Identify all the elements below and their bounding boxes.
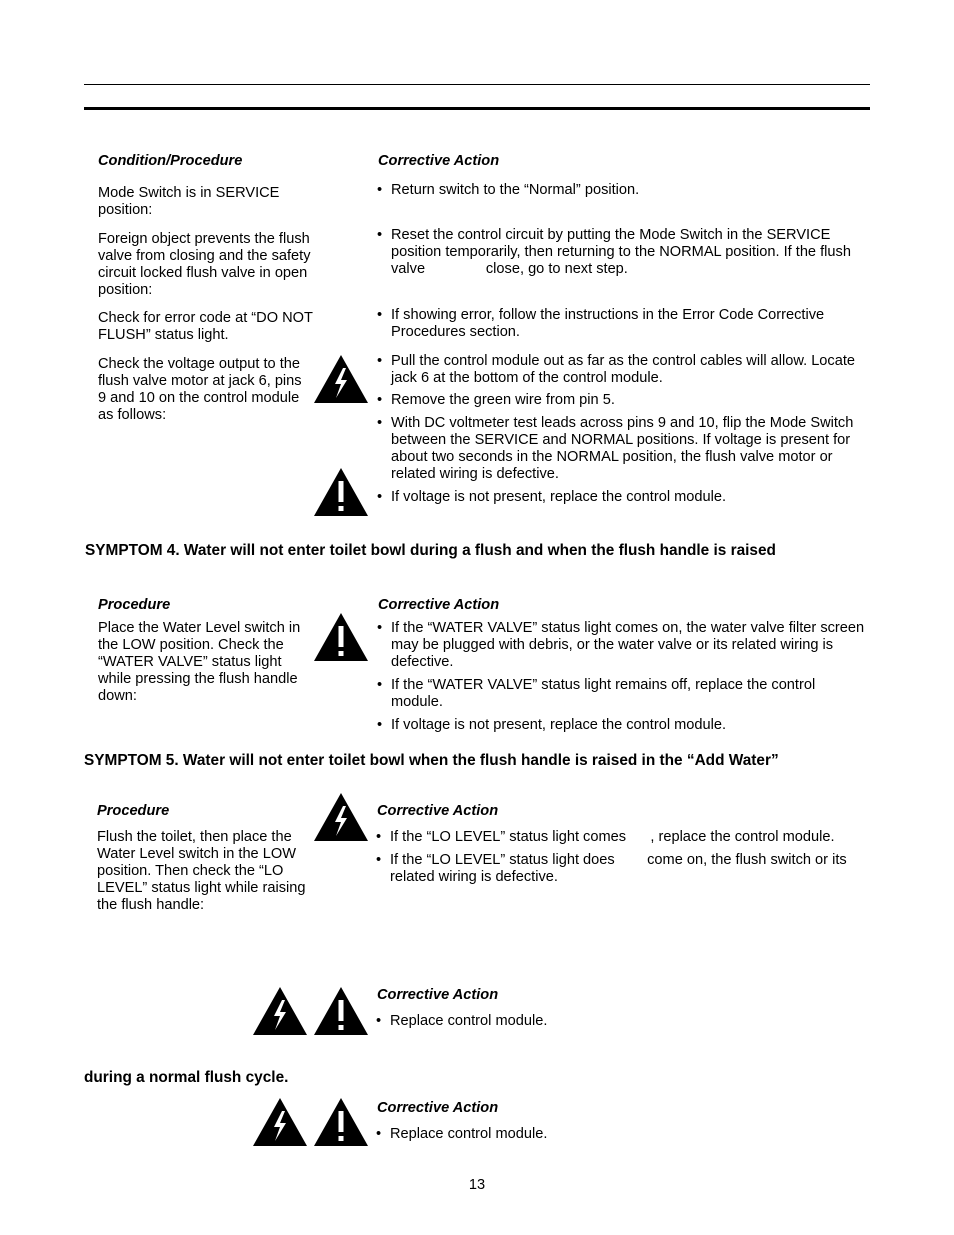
procedure-heading: Procedure (97, 803, 170, 819)
procedure-text: Place the Water Level switch in the LOW position. Check the “WATER VALVE” status light while pressing the flush handle down: (98, 620, 301, 704)
action-item: • Reset the control circuit by putting the Mode Switch in the SERVICE position temporarily, then returning to the NORMAL position. If the flush valve close, go to next step. (377, 227, 871, 278)
header-rule-thin (84, 84, 870, 85)
action-item: • If the “WATER VALVE” status light remains off, replace the control module. (377, 677, 871, 711)
corrective-action-heading: Corrective Action (377, 803, 499, 819)
electric-shock-warning-icon (252, 986, 308, 1036)
electric-shock-warning-icon (313, 354, 369, 404)
condition-text: Check for error code at “DO NOT FLUSH” status light. (98, 310, 313, 343)
electric-shock-warning-icon (252, 1097, 308, 1147)
action-item: • If the “LO LEVEL” status light does come on, the flush switch or its related wiring is defective. (376, 852, 875, 886)
corrective-action-heading: Corrective Action (378, 153, 500, 169)
action-item: • Remove the green wire from pin 5. (377, 392, 871, 409)
electric-shock-warning-icon (313, 792, 369, 842)
condition-text: Foreign object prevents the flush valve from closing and the safety circuit locked flush valve in open position: (98, 231, 311, 298)
corrective-action-heading: Corrective Action (378, 597, 500, 613)
condition-text: Check the voltage output to the flush valve motor at jack 6, pins 9 and 10 on the control module as follows: (98, 356, 302, 423)
action-item: • If showing error, follow the instructions in the Error Code Corrective Procedures section. (377, 307, 871, 341)
action-item: • If the “LO LEVEL” status light comes , replace the control module. (376, 829, 875, 846)
exclamation-warning-icon (313, 986, 369, 1036)
action-item: • Replace control module. (376, 1013, 875, 1030)
action-item: • If the “WATER VALVE” status light comes on, the water valve filter screen may be plugged with debris, or the water valve or its related wiring is defective. (377, 620, 871, 671)
action-item: • Return switch to the “Normal” position. (377, 182, 871, 199)
action-item: • Replace control module. (376, 1126, 875, 1143)
condition-procedure-heading: Condition/Procedure (98, 153, 243, 169)
action-item: • With DC voltmeter test leads across pins 9 and 10, flip the Mode Switch between the SERVICE and NORMAL positions. If voltage is present for about two seconds in the NORMAL position, the flush valve motor or related wiring is defective. (377, 415, 871, 483)
exclamation-warning-icon (313, 1097, 369, 1147)
exclamation-warning-icon (313, 612, 369, 662)
corrective-action-heading: Corrective Action (377, 1100, 499, 1116)
action-item: • If voltage is not present, replace the control module. (377, 489, 871, 506)
procedure-heading: Procedure (98, 597, 171, 613)
section-7-title: during a normal flush cycle. (84, 1069, 289, 1086)
header-rule-thick (84, 107, 870, 110)
corrective-action-heading: Corrective Action (377, 987, 499, 1003)
symptom-4-title: SYMPTOM 4. Water will not enter toilet bowl during a flush and when the flush handle is raised (85, 542, 776, 559)
procedure-text: Flush the toilet, then place the Water Level switch in the LOW position. Then check the “LO LEVEL” status light while raising the flush handle: (97, 829, 306, 913)
condition-text: Mode Switch is in SERVICE position: (98, 185, 280, 218)
symptom-5-title: SYMPTOM 5. Water will not enter toilet bowl when the flush handle is raised in the “Add Water” (84, 752, 779, 769)
action-item: • If voltage is not present, replace the control module. (377, 717, 871, 734)
action-item: • Pull the control module out as far as the control cables will allow. Locate jack 6 at the bottom of the control module. (377, 353, 871, 387)
page-number: 13 (468, 1177, 486, 1193)
exclamation-warning-icon (313, 467, 369, 517)
